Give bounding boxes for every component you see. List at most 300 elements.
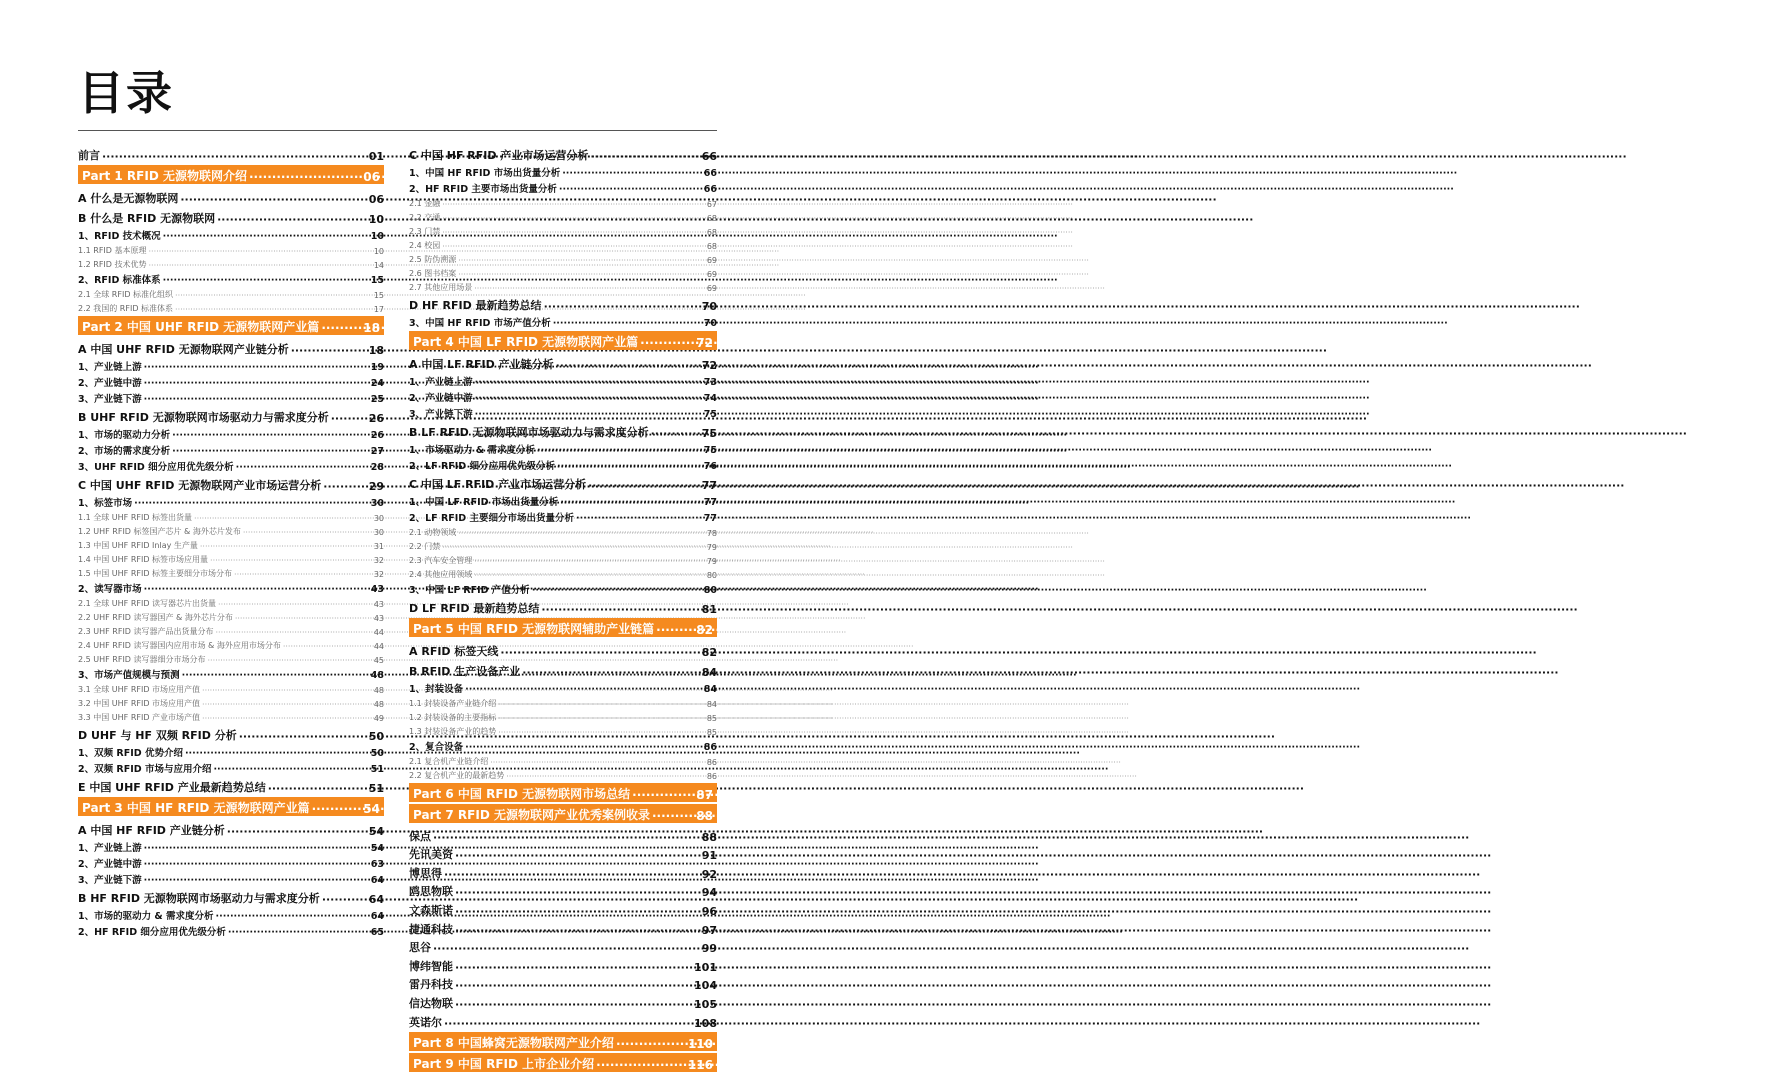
toc-right-column bbox=[409, 143, 717, 1074]
toc-subsubsection-entry[interactable] bbox=[409, 566, 717, 580]
toc-page-number: 10 bbox=[373, 247, 384, 256]
toc-page-number: 104 bbox=[694, 979, 717, 993]
toc-entry-title: 2.5 防伪溯源 bbox=[409, 255, 457, 264]
toc-subsubsection-entry[interactable] bbox=[78, 523, 384, 537]
toc-subsection-entry[interactable] bbox=[78, 743, 384, 759]
dot-leader bbox=[234, 570, 372, 579]
toc-page-number: 75 bbox=[703, 409, 717, 420]
toc-page-number: 26 bbox=[368, 412, 384, 425]
toc-section-entry[interactable] bbox=[409, 639, 717, 659]
dot-leader bbox=[194, 514, 372, 523]
toc-entry-title: 2.2 复合机产业的最新趋势 bbox=[409, 771, 505, 780]
toc-company-entry[interactable] bbox=[409, 955, 717, 974]
toc-part-banner[interactable] bbox=[409, 783, 717, 802]
toc-entry-title: 3、产业链下游 bbox=[409, 409, 473, 420]
dot-leader bbox=[102, 150, 367, 163]
toc-part-banner[interactable] bbox=[409, 618, 717, 637]
toc-entry-title: 2、HF RFID 细分应用优先级分析 bbox=[78, 927, 226, 938]
toc-entry-title: 先讯美资 bbox=[409, 848, 453, 862]
dot-leader bbox=[559, 184, 702, 195]
dot-leader bbox=[172, 430, 369, 441]
dot-leader bbox=[163, 231, 369, 242]
toc-section-entry[interactable] bbox=[409, 596, 717, 616]
toc-subsection-entry[interactable] bbox=[78, 373, 384, 389]
toc-page-number: 72 bbox=[701, 359, 717, 372]
toc-page-number: 65 bbox=[370, 927, 384, 938]
toc-page-number: 81 bbox=[701, 603, 717, 616]
page-title: 目录 bbox=[78, 66, 174, 120]
toc-entry-title: 1、市场驱动力 & 需求度分析 bbox=[409, 445, 536, 456]
toc-section-entry[interactable] bbox=[409, 420, 717, 440]
toc-page-number: 80 bbox=[706, 571, 717, 580]
toc-entry-title: D UHF 与 HF 双频 RFID 分析 bbox=[78, 729, 237, 742]
toc-entry-title: 1.2 RFID 技术优势 bbox=[78, 260, 147, 269]
toc-subsection-entry[interactable] bbox=[78, 270, 384, 286]
toc-entry-title: 1.3 中国 UHF RFID Inlay 生产量 bbox=[78, 541, 198, 550]
toc-page-number: 84 bbox=[706, 700, 717, 709]
toc-page-number: 06 bbox=[363, 170, 380, 184]
toc-page-number: 27 bbox=[370, 446, 384, 457]
toc-page-number: 48 bbox=[370, 670, 384, 681]
dot-leader bbox=[182, 670, 369, 681]
toc-subsection-entry[interactable] bbox=[78, 226, 384, 242]
toc-page-number: 18 bbox=[368, 344, 384, 357]
toc-entry-title: Part 7 RFID 无源物联网产业优秀案例收录 bbox=[413, 808, 650, 822]
toc-subsubsection-entry[interactable] bbox=[409, 195, 717, 209]
toc-subsubsection-entry[interactable] bbox=[409, 524, 717, 538]
toc-subsection-entry[interactable] bbox=[409, 388, 717, 404]
toc-section-entry[interactable] bbox=[78, 775, 384, 795]
toc-subsection-entry[interactable] bbox=[78, 457, 384, 473]
toc-entry-title: D HF RFID 最新趋势总结 bbox=[409, 299, 542, 312]
dot-leader bbox=[200, 542, 372, 551]
toc-company-entry[interactable] bbox=[409, 899, 717, 918]
dot-leader bbox=[202, 700, 372, 709]
dot-leader bbox=[556, 359, 700, 372]
toc-subsection-entry[interactable] bbox=[78, 838, 384, 854]
toc-subsubsection-entry[interactable] bbox=[78, 509, 384, 523]
toc-subsubsection-entry[interactable] bbox=[409, 767, 717, 781]
toc-section-entry[interactable] bbox=[78, 473, 384, 493]
toc-page-number: 110 bbox=[687, 1036, 713, 1051]
toc-section-entry[interactable] bbox=[78, 143, 384, 163]
toc-entry-title: 2.1 全球 RFID 标准化组织 bbox=[78, 290, 174, 299]
toc-page-number: 77 bbox=[703, 513, 717, 524]
toc-company-entry[interactable] bbox=[409, 881, 717, 900]
toc-page-number: 48 bbox=[373, 700, 384, 709]
dot-leader bbox=[465, 742, 702, 753]
dot-leader bbox=[321, 321, 361, 335]
toc-subsection-entry[interactable] bbox=[409, 440, 717, 456]
toc-page-number: 86 bbox=[706, 758, 717, 767]
toc-entry-title: 3、产业链下游 bbox=[78, 875, 142, 886]
toc-subsubsection-entry[interactable] bbox=[409, 265, 717, 279]
toc-section-entry[interactable] bbox=[409, 659, 717, 679]
toc-entry-title: Part 6 中国 RFID 无源物联网市场总结 bbox=[413, 787, 631, 801]
toc-subsection-entry[interactable] bbox=[409, 456, 717, 472]
dot-leader bbox=[640, 336, 694, 350]
dot-leader bbox=[180, 193, 366, 206]
dot-leader bbox=[544, 300, 700, 313]
dot-leader bbox=[172, 446, 369, 457]
toc-page-number: 30 bbox=[370, 498, 384, 509]
toc-page-number: 25 bbox=[370, 394, 384, 405]
toc-subsection-entry[interactable] bbox=[78, 425, 384, 441]
toc-page-number: 70 bbox=[703, 318, 717, 329]
toc-entry-title: A 中国 UHF RFID 无源物联网产业链分析 bbox=[78, 343, 289, 356]
toc-entry-title: 3.1 全球 UHF RFID 市场应用产值 bbox=[78, 685, 201, 694]
toc-subsubsection-entry[interactable] bbox=[78, 551, 384, 565]
toc-subsection-entry[interactable] bbox=[409, 404, 717, 420]
toc-company-entry[interactable] bbox=[409, 974, 717, 993]
toc-subsubsection-entry[interactable] bbox=[78, 695, 384, 709]
toc-page-number: 86 bbox=[703, 742, 717, 753]
toc-entry-title: 3.2 中国 UHF RFID 市场应用产值 bbox=[78, 699, 201, 708]
toc-entry-title: 1、市场的驱动力 & 需求度分析 bbox=[78, 911, 214, 922]
toc-entry-title: 2.2 我国的 RFID 标准体系 bbox=[78, 304, 174, 313]
toc-entry-title: 2.2 门禁 bbox=[409, 542, 441, 551]
toc-company-entry[interactable] bbox=[409, 862, 717, 881]
toc-entry-title: 鸥思物联 bbox=[409, 885, 453, 899]
toc-section-entry[interactable] bbox=[78, 723, 384, 743]
toc-subsubsection-entry[interactable] bbox=[78, 595, 384, 609]
toc-subsubsection-entry[interactable] bbox=[409, 723, 717, 737]
toc-page-number: 68 bbox=[706, 228, 717, 237]
toc-section-entry[interactable] bbox=[409, 293, 717, 313]
dot-leader bbox=[433, 831, 700, 844]
toc-entry-title: 2、HF RFID 主要市场出货量分析 bbox=[409, 184, 557, 195]
toc-subsection-entry[interactable] bbox=[78, 870, 384, 886]
dot-leader bbox=[537, 445, 702, 456]
toc-subsection-entry[interactable] bbox=[409, 508, 717, 524]
toc-entry-title: A 什么是无源物联网 bbox=[78, 192, 179, 205]
dot-leader bbox=[498, 714, 705, 723]
dot-leader bbox=[475, 393, 702, 404]
toc-subsection-entry[interactable] bbox=[409, 492, 717, 508]
toc-entry-title: 前言 bbox=[78, 149, 100, 162]
toc-page-number: 69 bbox=[706, 256, 717, 265]
toc-entry-title: 1.3 封装设备产业的趋势 bbox=[409, 727, 497, 736]
toc-page-number: 45 bbox=[373, 656, 384, 665]
toc-entry-title: 2、产业链中游 bbox=[409, 393, 473, 404]
toc-page-number: 43 bbox=[370, 584, 384, 595]
toc-part-banner[interactable] bbox=[409, 1053, 717, 1072]
dot-leader bbox=[458, 270, 705, 279]
toc-page-number: 15 bbox=[370, 275, 384, 286]
toc-section-entry[interactable] bbox=[409, 472, 717, 492]
toc-subsection-entry[interactable] bbox=[78, 906, 384, 922]
toc-subsubsection-entry[interactable] bbox=[409, 251, 717, 265]
toc-subsubsection-entry[interactable] bbox=[78, 286, 384, 300]
toc-subsection-entry[interactable] bbox=[78, 665, 384, 681]
toc-entry-title: 1、产业链上游 bbox=[409, 377, 473, 388]
toc-page-number: 116 bbox=[687, 1057, 713, 1072]
dot-leader bbox=[455, 886, 700, 899]
toc-entry-title: 1、双频 RFID 优势介绍 bbox=[78, 748, 183, 759]
toc-subsection-entry[interactable] bbox=[78, 759, 384, 775]
toc-entry-title: A RFID 标签天线 bbox=[409, 645, 499, 658]
toc-subsubsection-entry[interactable] bbox=[78, 565, 384, 579]
toc-part-banner[interactable] bbox=[409, 1032, 717, 1051]
toc-entry-title: A 中国 HF RFID 产业链分析 bbox=[78, 824, 225, 837]
toc-subsubsection-entry[interactable] bbox=[78, 256, 384, 270]
toc-subsubsection-entry[interactable] bbox=[78, 651, 384, 665]
toc-subsubsection-entry[interactable] bbox=[409, 209, 717, 223]
title-divider bbox=[78, 130, 717, 131]
toc-section-entry[interactable] bbox=[78, 186, 384, 206]
toc-page-number: 91 bbox=[701, 849, 717, 863]
toc-page-number: 15 bbox=[373, 291, 384, 300]
toc-page-number: 54 bbox=[370, 843, 384, 854]
toc-entry-title: 2、读写器市场 bbox=[78, 584, 142, 595]
dot-leader bbox=[656, 623, 694, 637]
toc-subsubsection-entry[interactable] bbox=[78, 242, 384, 256]
toc-subsubsection-entry[interactable] bbox=[78, 681, 384, 695]
toc-subsubsection-entry[interactable] bbox=[78, 709, 384, 723]
toc-left-column bbox=[78, 143, 384, 938]
toc-page-number: 101 bbox=[694, 960, 717, 974]
toc-company-entry[interactable] bbox=[409, 992, 717, 1011]
dot-leader bbox=[444, 1017, 692, 1030]
toc-page-number: 01 bbox=[368, 150, 384, 163]
toc-subsubsection-entry[interactable] bbox=[409, 538, 717, 552]
dot-leader bbox=[144, 378, 369, 389]
toc-entry-title: Part 4 中国 LF RFID 无源物联网产业篇 bbox=[413, 335, 639, 349]
toc-page-number: 87 bbox=[696, 788, 713, 802]
toc-entry-title: 2、复合设备 bbox=[409, 742, 464, 753]
toc-part-banner[interactable] bbox=[409, 331, 717, 350]
toc-page-number: 88 bbox=[696, 809, 713, 823]
dot-leader bbox=[465, 684, 702, 695]
toc-entry-title: 1.5 中国 UHF RFID 标签主要细分市场分布 bbox=[78, 569, 233, 578]
toc-entry-title: 1.1 RFID 基本原理 bbox=[78, 246, 147, 255]
dot-leader bbox=[175, 291, 372, 300]
toc-entry-title: B 什么是 RFID 无源物联网 bbox=[78, 212, 216, 225]
toc-page-number: 94 bbox=[701, 886, 717, 900]
dot-leader bbox=[474, 284, 705, 293]
toc-entry-title: B LF RFID 无源物联网市场驱动力与需求度分析 bbox=[409, 426, 649, 439]
toc-entry-title: 2.5 UHF RFID 读写器细分市场分布 bbox=[78, 655, 206, 664]
toc-subsubsection-entry[interactable] bbox=[409, 279, 717, 293]
dot-leader bbox=[632, 788, 694, 802]
toc-subsection-entry[interactable] bbox=[409, 679, 717, 695]
dot-leader bbox=[498, 700, 705, 709]
toc-company-entry[interactable] bbox=[409, 918, 717, 937]
toc-subsection-entry[interactable] bbox=[78, 389, 384, 405]
toc-page-number: 79 bbox=[706, 543, 717, 552]
toc-page-number: 79 bbox=[706, 557, 717, 566]
dot-leader bbox=[144, 394, 369, 405]
toc-page-number: 76 bbox=[703, 461, 717, 472]
dot-leader bbox=[442, 214, 705, 223]
toc-entry-title: 3、产业链下游 bbox=[78, 394, 142, 405]
dot-leader bbox=[331, 412, 367, 425]
toc-entry-title: D LF RFID 最新趋势总结 bbox=[409, 602, 540, 615]
dot-leader bbox=[144, 843, 369, 854]
toc-page-number: 99 bbox=[701, 942, 717, 956]
dot-leader bbox=[541, 603, 699, 616]
toc-page-number: 63 bbox=[370, 859, 384, 870]
dot-leader bbox=[216, 911, 369, 922]
toc-page-number: 86 bbox=[706, 772, 717, 781]
toc-part-banner[interactable] bbox=[409, 804, 717, 823]
toc-entry-title: 2.2 UHF RFID 读写器国产 & 海外芯片分布 bbox=[78, 613, 233, 622]
dot-leader bbox=[500, 646, 699, 659]
toc-page-number: 88 bbox=[701, 830, 717, 844]
toc-company-entry[interactable] bbox=[409, 937, 717, 956]
dot-leader bbox=[239, 730, 367, 743]
toc-page-number: 49 bbox=[373, 714, 384, 723]
toc-page-number: 30 bbox=[373, 528, 384, 537]
toc-subsubsection-entry[interactable] bbox=[409, 237, 717, 251]
dot-leader bbox=[144, 362, 369, 373]
dot-leader bbox=[474, 557, 705, 566]
toc-page-number: 43 bbox=[373, 614, 384, 623]
toc-page-number: 43 bbox=[373, 600, 384, 609]
dot-leader bbox=[553, 318, 702, 329]
toc-subsection-entry[interactable] bbox=[78, 854, 384, 870]
toc-entry-title: 2.6 图书档案 bbox=[409, 269, 457, 278]
toc-subsubsection-entry[interactable] bbox=[78, 537, 384, 551]
toc-subsection-entry[interactable] bbox=[78, 441, 384, 457]
toc-entry-title: Part 2 中国 UHF RFID 无源物联网产业篇 bbox=[82, 320, 320, 334]
toc-entry-title: 信达物联 bbox=[409, 996, 453, 1010]
toc-page-number: 06 bbox=[368, 193, 384, 206]
toc-entry-title: B HF RFID 无源物联网市场驱动力与需求度分析 bbox=[78, 892, 320, 905]
toc-page-number: 66 bbox=[703, 184, 717, 195]
toc-section-entry[interactable] bbox=[78, 818, 384, 838]
toc-section-entry[interactable] bbox=[78, 886, 384, 906]
toc-entry-title: 2、双频 RFID 市场与应用介绍 bbox=[78, 764, 212, 775]
toc-page-number: 29 bbox=[368, 480, 384, 493]
dot-leader bbox=[149, 261, 372, 270]
toc-subsubsection-entry[interactable] bbox=[409, 223, 717, 237]
dot-leader bbox=[651, 427, 700, 440]
dot-leader bbox=[532, 585, 702, 596]
dot-leader bbox=[322, 893, 367, 906]
toc-entry-title: Part 3 中国 HF RFID 无源物联网产业篇 bbox=[82, 801, 310, 815]
toc-company-entry[interactable] bbox=[409, 1011, 717, 1030]
toc-page-number: 68 bbox=[706, 214, 717, 223]
toc-subsection-entry[interactable] bbox=[409, 163, 717, 179]
toc-section-entry[interactable] bbox=[78, 337, 384, 357]
toc-page-number: 10 bbox=[368, 213, 384, 226]
toc-entry-title: 捷通科技 bbox=[409, 922, 453, 936]
toc-subsection-entry[interactable] bbox=[409, 179, 717, 195]
toc-subsubsection-entry[interactable] bbox=[409, 695, 717, 709]
toc-page-number: 44 bbox=[373, 628, 384, 637]
dot-leader bbox=[243, 528, 372, 537]
dot-leader bbox=[442, 242, 705, 251]
dot-leader bbox=[475, 409, 702, 420]
dot-leader bbox=[283, 642, 372, 651]
dot-leader bbox=[144, 584, 369, 595]
toc-section-entry[interactable] bbox=[409, 352, 717, 372]
dot-leader bbox=[202, 686, 372, 695]
toc-subsection-entry[interactable] bbox=[78, 579, 384, 595]
toc-subsection-entry[interactable] bbox=[409, 313, 717, 329]
toc-page-number: 85 bbox=[706, 728, 717, 737]
toc-entry-title: 1、市场的驱动力分析 bbox=[78, 430, 171, 441]
toc-page-number: 77 bbox=[701, 479, 717, 492]
dot-leader bbox=[506, 772, 705, 781]
toc-subsubsection-entry[interactable] bbox=[78, 609, 384, 623]
toc-subsubsection-entry[interactable] bbox=[78, 623, 384, 637]
dot-leader bbox=[522, 666, 699, 679]
toc-subsection-entry[interactable] bbox=[78, 922, 384, 938]
toc-entry-title: 1、产业链上游 bbox=[78, 362, 142, 373]
dot-leader bbox=[144, 875, 369, 886]
toc-section-entry[interactable] bbox=[78, 206, 384, 226]
toc-entry-title: 1、中国 LF RFID 市场出货量分析 bbox=[409, 497, 559, 508]
toc-page-number: 69 bbox=[706, 270, 717, 279]
toc-page-number: 84 bbox=[703, 684, 717, 695]
toc-page-number: 50 bbox=[370, 748, 384, 759]
toc-part-banner[interactable] bbox=[78, 165, 384, 184]
toc-entry-title: 2、RFID 标准体系 bbox=[78, 275, 161, 286]
toc-page-number: 77 bbox=[703, 497, 717, 508]
toc-company-entry[interactable] bbox=[409, 825, 717, 844]
toc-subsubsection-entry[interactable] bbox=[409, 552, 717, 566]
toc-entry-title: 1、标签市场 bbox=[78, 498, 133, 509]
toc-entry-title: 2.3 门禁 bbox=[409, 227, 441, 236]
toc-entry-title: 2、LF RFID 细分应用优先级分析 bbox=[409, 461, 555, 472]
toc-subsection-entry[interactable] bbox=[78, 357, 384, 373]
toc-subsubsection-entry[interactable] bbox=[78, 300, 384, 314]
toc-subsection-entry[interactable] bbox=[409, 737, 717, 753]
toc-part-banner[interactable] bbox=[78, 797, 384, 816]
dot-leader bbox=[213, 764, 368, 775]
toc-page-number: 48 bbox=[373, 686, 384, 695]
toc-page-number: 80 bbox=[703, 585, 717, 596]
toc-company-entry[interactable] bbox=[409, 844, 717, 863]
dot-leader bbox=[149, 247, 372, 256]
dot-leader bbox=[455, 998, 692, 1011]
dot-leader bbox=[458, 529, 705, 538]
dot-leader bbox=[235, 614, 372, 623]
toc-subsubsection-entry[interactable] bbox=[409, 709, 717, 723]
toc-page-number: 28 bbox=[370, 462, 384, 473]
toc-entry-title: 文森斯诺 bbox=[409, 903, 453, 917]
toc-page-number: 30 bbox=[373, 514, 384, 523]
toc-entry-title: 2.3 UHF RFID 读写器产品出货量分布 bbox=[78, 627, 214, 636]
toc-entry-title: 1.4 中国 UHF RFID 标签市场应用量 bbox=[78, 555, 209, 564]
toc-section-entry[interactable] bbox=[78, 405, 384, 425]
dot-leader bbox=[560, 497, 701, 508]
toc-subsection-entry[interactable] bbox=[409, 580, 717, 596]
toc-subsubsection-entry[interactable] bbox=[409, 753, 717, 767]
toc-subsection-entry[interactable] bbox=[78, 493, 384, 509]
toc-entry-title: 2.1 动物领域 bbox=[409, 528, 457, 537]
toc-entry-title: Part 8 中国蜂窝无源物联网产业介绍 bbox=[413, 1035, 614, 1050]
toc-entry-title: 1、RFID 技术概况 bbox=[78, 231, 161, 242]
toc-page-number: 44 bbox=[373, 642, 384, 651]
dot-leader bbox=[498, 728, 705, 737]
toc-entry-title: Part 5 中国 RFID 无源物联网辅助产业链篇 bbox=[413, 622, 655, 636]
toc-section-entry[interactable] bbox=[409, 143, 717, 163]
toc-entry-title: 3、中国 HF RFID 市场产值分析 bbox=[409, 318, 551, 329]
toc-entry-title: 2.4 其他应用领域 bbox=[409, 570, 473, 579]
toc-page-number: 97 bbox=[701, 923, 717, 937]
toc-subsection-entry[interactable] bbox=[409, 372, 717, 388]
dot-leader bbox=[144, 859, 369, 870]
toc-subsubsection-entry[interactable] bbox=[78, 637, 384, 651]
toc-entry-title: 2、市场的需求度分析 bbox=[78, 446, 171, 457]
dot-leader bbox=[202, 714, 372, 723]
dot-leader bbox=[323, 480, 366, 493]
toc-entry-title: 2.2 交通 bbox=[409, 213, 441, 222]
toc-part-banner[interactable] bbox=[78, 316, 384, 335]
